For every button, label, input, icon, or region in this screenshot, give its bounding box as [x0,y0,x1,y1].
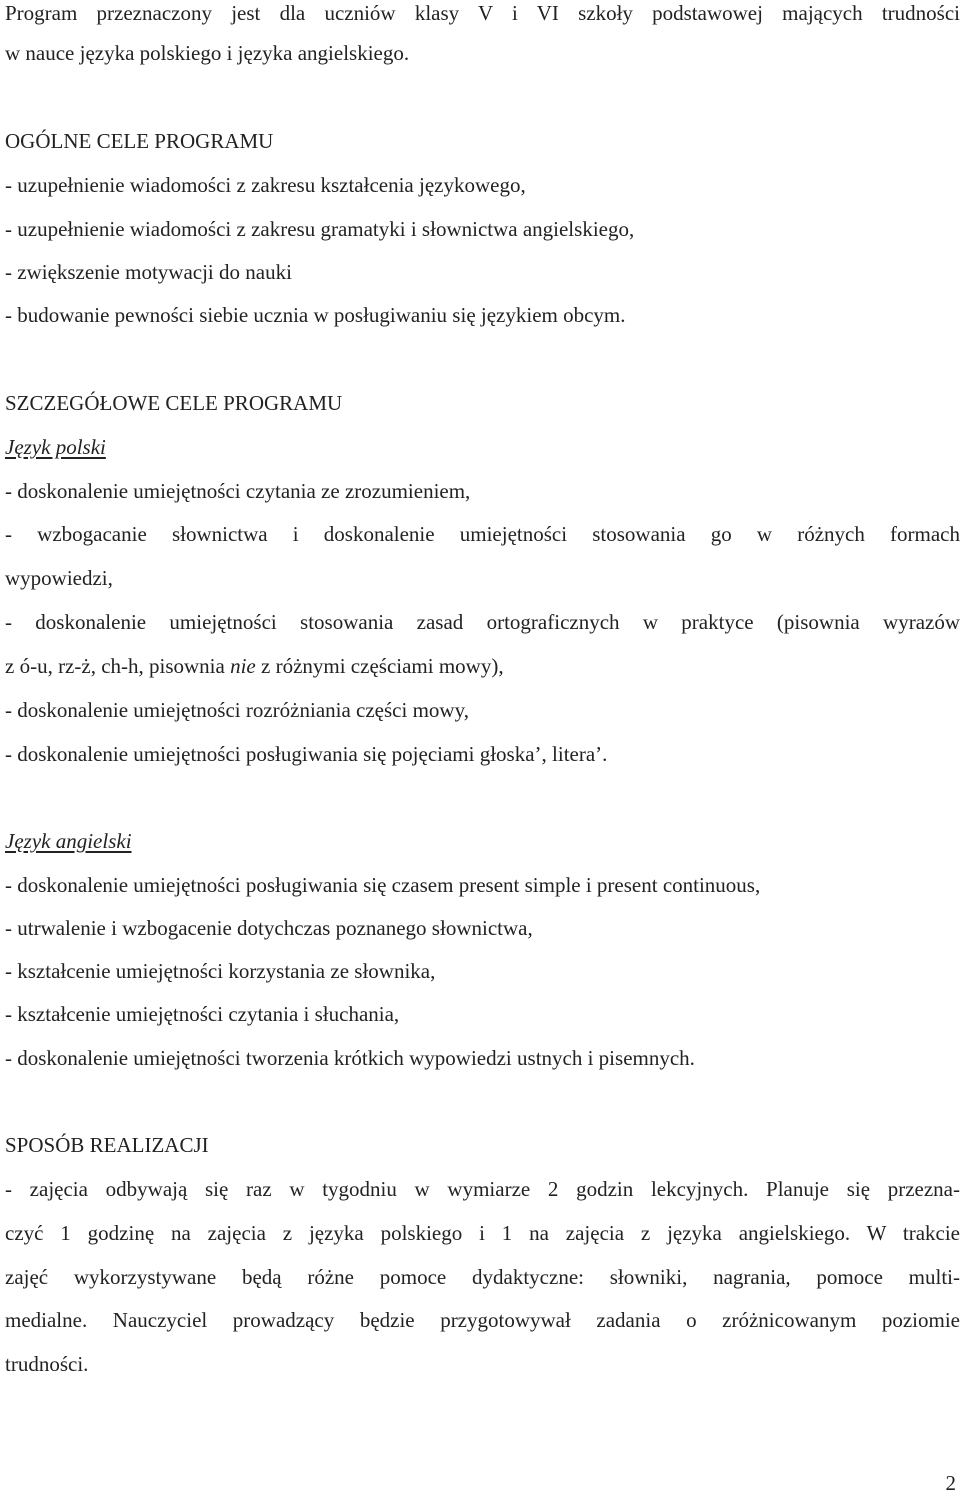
general-goals-heading: OGÓLNE CELE PROGRAMU [5,129,274,153]
polish-goal-continuation [5,653,504,679]
english-goal-item: - kształcenie umiejętności czytania i słuchania, [5,1002,400,1026]
page-number: 2 [945,1471,956,1495]
polish-goal-item: - wzbogacanie słownictwa i doskonalenie umiejętności stosowania go w różnych formach [5,522,960,546]
english-goal-item: - kształcenie umiejętności korzystania ze słownika, [5,959,436,983]
italic-term: nie [230,654,256,678]
english-goal-item: - doskonalenie umiejętności tworzenia krótkich wypowiedzi ustnych i pisemnych. [5,1046,695,1070]
intro-line-1: Program przeznaczony jest dla uczniów klasy V i VI szkoły podstawowej mających trudności [5,1,960,25]
polish-goal-item: - doskonalenie umiejętności czytania ze zrozumieniem, [5,479,471,503]
implementation-heading: SPOSÓB REALIZACJI [5,1133,209,1157]
implementation-line: trudności. [5,1352,89,1376]
polish-goal-continuation: wypowiedzi, [5,566,113,590]
english-goal-item: - doskonalenie umiejętności posługiwania się czasem present simple i present continuous, [5,873,761,897]
english-subheading: Język angielski [5,829,132,853]
general-goal-item: - uzupełnienie wiadomości z zakresu gramatyki i słownictwa angielskiego, [5,217,635,241]
polish-subheading: Język polski [5,435,106,459]
implementation-line: czyć 1 godzinę na zajęcia z języka polskiego i 1 na zajęcia z języka angielskiego. W trakcie [5,1221,960,1245]
polish-goal-item: - doskonalenie umiejętności rozróżniania części mowy, [5,698,469,722]
general-goal-item: - budowanie pewności siebie ucznia w posługiwaniu się językiem obcym. [5,303,626,327]
detailed-goals-heading: SZCZEGÓŁOWE CELE PROGRAMU [5,391,343,415]
implementation-line: zajęć wykorzystywane będą różne pomoce dydaktyczne: słowniki, nagrania, pomoce multi- [5,1265,960,1289]
general-goal-item: - zwiększenie motywacji do nauki [5,260,292,284]
general-goal-item: - uzupełnienie wiadomości z zakresu kształcenia językowego, [5,173,526,197]
implementation-line: medialne. Nauczyciel prowadzący będzie przygotowywał zadania o zróżnicowanym poziomie [5,1308,960,1332]
english-goal-item: - utrwalenie i wzbogacenie dotychczas poznanego słownictwa, [5,916,533,940]
polish-goal-text: z ó-u, rz-ż, ch-h, pisownia [5,654,231,678]
polish-goal-item: - doskonalenie umiejętności stosowania zasad ortograficznych w praktyce (pisownia wyrazów [5,610,960,634]
polish-goal-item: - doskonalenie umiejętności posługiwania się pojęciami głoska’, litera’. [5,742,608,766]
implementation-line: - zajęcia odbywają się raz w tygodniu w wymiarze 2 godzin lekcyjnych. Planuje się przezna- [5,1177,960,1201]
intro-line-2: w nauce języka polskiego i języka angielskiego. [5,41,410,65]
polish-goal-text: z różnymi częściami mowy), [255,654,504,678]
